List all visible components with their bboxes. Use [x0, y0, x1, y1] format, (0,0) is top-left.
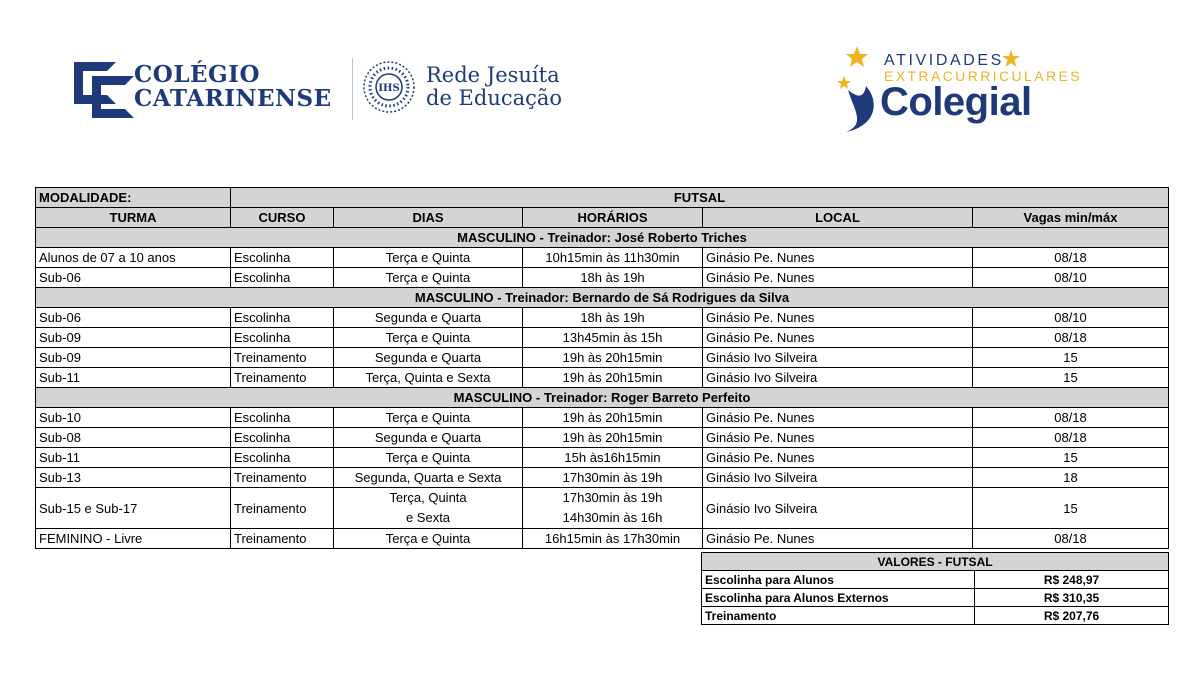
network-name: Rede Jesuíta de Educação: [426, 63, 563, 110]
cell-line: Terça, Quinta: [389, 490, 467, 505]
modality-row: [36, 188, 1169, 208]
cell-local: Ginásio Pe. Nunes: [703, 328, 973, 348]
cell-vagas: 15: [973, 488, 1169, 529]
cc-monogram-icon: [74, 62, 130, 112]
cell-dias: Terça e Quinta: [334, 328, 523, 348]
cell-vagas: 08/18: [973, 428, 1169, 448]
price-label: Escolinha para Alunos Externos: [702, 589, 975, 607]
cell-turma: Sub-11: [36, 368, 231, 388]
cell-curso: Escolinha: [231, 408, 334, 428]
cell-turma: Sub-10: [36, 408, 231, 428]
cell-local: Ginásio Ivo Silveira: [703, 348, 973, 368]
cell-curso: Escolinha: [231, 448, 334, 468]
cell-line: e Sexta: [405, 510, 451, 525]
cell-horario: 18h às 19h: [523, 268, 703, 288]
section-title: MASCULINO - Treinador: José Roberto Triches: [36, 228, 1169, 248]
table-row: [36, 488, 1169, 529]
cell-turma: Sub-09: [36, 348, 231, 368]
cell-turma: Sub-06: [36, 308, 231, 328]
price-label: Treinamento: [702, 607, 975, 625]
cell-vagas: 08/18: [973, 408, 1169, 428]
table-row: [36, 308, 1169, 328]
section-header-row: [36, 288, 1169, 308]
section-title: MASCULINO - Treinador: Roger Barreto Perfeito: [36, 388, 1169, 408]
cell-vagas: 15: [973, 448, 1169, 468]
cell-horario: 17h30min às 19h: [523, 468, 703, 488]
cell-curso: Escolinha: [231, 428, 334, 448]
cell-dias: Terça e Quinta: [334, 448, 523, 468]
cell-local: Ginásio Pe. Nunes: [703, 248, 973, 268]
cell-vagas: 08/10: [973, 268, 1169, 288]
cell-horario: 15h às16h15min: [523, 448, 703, 468]
table-row: [36, 348, 1169, 368]
cell-line: 17h30min às 19h: [562, 490, 663, 505]
cell-dias: Segunda e Quarta: [334, 348, 523, 368]
price-value: R$ 207,76: [975, 607, 1169, 625]
cell-vagas: 08/18: [973, 328, 1169, 348]
price-row: [702, 571, 1169, 589]
cell-turma: Alunos de 07 a 10 anos: [36, 248, 231, 268]
table-row: [36, 468, 1169, 488]
rede-jesuita-logo: [362, 60, 562, 114]
cell-curso: Treinamento: [231, 488, 334, 529]
cell-local: Ginásio Ivo Silveira: [703, 368, 973, 388]
cell-turma: FEMININO - Livre: [36, 529, 231, 549]
cell-horario: 19h às 20h15min: [523, 428, 703, 448]
table-row: [36, 408, 1169, 428]
col-header-horarios: HORÁRIOS: [523, 208, 703, 228]
price-label: Escolinha para Alunos: [702, 571, 975, 589]
cell-line: 14h30min às 16h: [562, 510, 663, 525]
col-header-vagas: Vagas min/máx: [973, 208, 1169, 228]
section-header-row: [36, 228, 1169, 248]
cell-turma: Sub-13: [36, 468, 231, 488]
cell-curso: Treinamento: [231, 348, 334, 368]
cell-vagas: 08/10: [973, 308, 1169, 328]
cell-local: Ginásio Pe. Nunes: [703, 408, 973, 428]
section-title: MASCULINO - Treinador: Bernardo de Sá Rodrigues da Silva: [36, 288, 1169, 308]
cell-local: Ginásio Pe. Nunes: [703, 448, 973, 468]
extracurriculares-text: EXTRACURRICULARES: [884, 68, 1082, 84]
cell-dias: Terça, Quinta e Sexta: [334, 368, 523, 388]
cell-dias: Terça e Quinta: [334, 248, 523, 268]
logo-divider: [352, 58, 353, 120]
cell-local: Ginásio Pe. Nunes: [703, 268, 973, 288]
cell-local: Ginásio Ivo Silveira: [703, 488, 973, 529]
table-row: [36, 328, 1169, 348]
prices-title-row: [702, 553, 1169, 571]
cell-turma: Sub-15 e Sub-17: [36, 488, 231, 529]
cell-curso: Treinamento: [231, 368, 334, 388]
cell-local: Ginásio Pe. Nunes: [703, 428, 973, 448]
table-row: [36, 268, 1169, 288]
cell-local: Ginásio Pe. Nunes: [703, 529, 973, 549]
atividades-text: ATIVIDADES: [884, 52, 1004, 69]
cell-dias: Terça e Quinta: [334, 529, 523, 549]
sport-name: FUTSAL: [231, 188, 1169, 208]
cell-turma: Sub-11: [36, 448, 231, 468]
cell-horario: [523, 488, 703, 529]
atividades-colegial-logo: [832, 44, 1082, 134]
modality-label: MODALIDADE:: [36, 188, 231, 208]
cell-dias: Segunda, Quarta e Sexta: [334, 468, 523, 488]
table-row: [36, 448, 1169, 468]
cell-curso: Escolinha: [231, 328, 334, 348]
cell-vagas: 08/18: [973, 529, 1169, 549]
price-value: R$ 310,35: [975, 589, 1169, 607]
cell-dias: Terça e Quinta: [334, 408, 523, 428]
table-row: [36, 428, 1169, 448]
cell-turma: Sub-09: [36, 328, 231, 348]
table-row: [36, 368, 1169, 388]
jesuit-seal-icon: [362, 60, 416, 114]
cell-dias: Terça e Quinta: [334, 268, 523, 288]
svg-text:IHS: IHS: [378, 83, 400, 94]
school-name: COLÉGIO CATARINENSE: [134, 61, 332, 112]
price-row: [702, 589, 1169, 607]
table-row: [36, 529, 1169, 549]
cell-curso: Escolinha: [231, 268, 334, 288]
cell-dias: Segunda e Quarta: [334, 308, 523, 328]
cell-local: Ginásio Ivo Silveira: [703, 468, 973, 488]
cell-vagas: 18: [973, 468, 1169, 488]
colegial-text: Colegial: [880, 80, 1032, 124]
col-header-dias: DIAS: [334, 208, 523, 228]
cell-horario: 19h às 20h15min: [523, 368, 703, 388]
cell-horario: 19h às 20h15min: [523, 408, 703, 428]
col-header-local: LOCAL: [703, 208, 973, 228]
cell-turma: Sub-08: [36, 428, 231, 448]
cell-curso: Treinamento: [231, 529, 334, 549]
small-star-icon: [1002, 50, 1020, 68]
price-value: R$ 248,97: [975, 571, 1169, 589]
cell-horario: 13h45min às 15h: [523, 328, 703, 348]
cell-dias: [334, 488, 523, 529]
col-header-curso: CURSO: [231, 208, 334, 228]
cell-local: Ginásio Pe. Nunes: [703, 308, 973, 328]
colegio-catarinense-logo: [74, 62, 332, 112]
header-row: [36, 208, 1169, 228]
section-header-row: [36, 388, 1169, 408]
col-header-turma: TURMA: [36, 208, 231, 228]
price-row: [702, 607, 1169, 625]
cell-vagas: 15: [973, 368, 1169, 388]
cell-dias: Segunda e Quarta: [334, 428, 523, 448]
cell-curso: Treinamento: [231, 468, 334, 488]
cell-horario: 19h às 20h15min: [523, 348, 703, 368]
prices-title: VALORES - FUTSAL: [702, 553, 1169, 571]
cell-horario: 10h15min às 11h30min: [523, 248, 703, 268]
prices-table: [701, 552, 1169, 625]
cell-horario: 16h15min às 17h30min: [523, 529, 703, 549]
cell-vagas: 08/18: [973, 248, 1169, 268]
cell-turma: Sub-06: [36, 268, 231, 288]
cell-curso: Escolinha: [231, 248, 334, 268]
cell-vagas: 15: [973, 348, 1169, 368]
cell-horario: 18h às 19h: [523, 308, 703, 328]
table-row: [36, 248, 1169, 268]
schedule-table: [35, 187, 1169, 549]
cell-curso: Escolinha: [231, 308, 334, 328]
